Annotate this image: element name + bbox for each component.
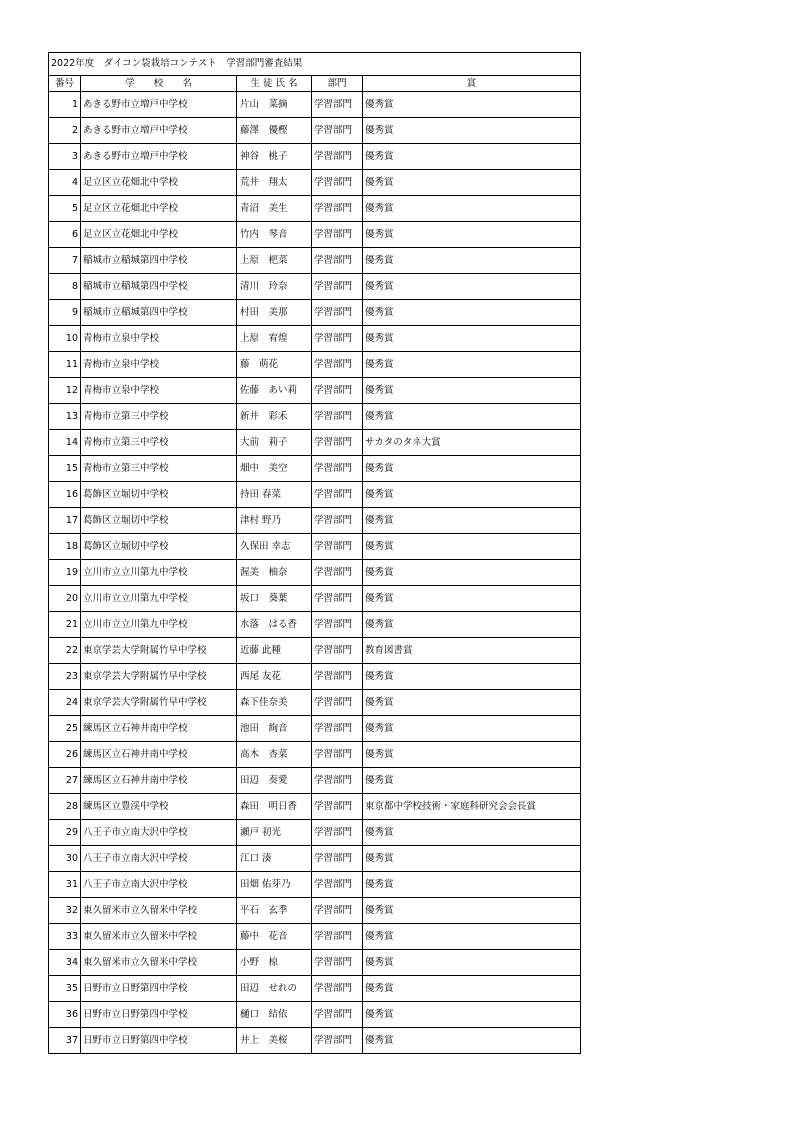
table-row <box>49 222 581 248</box>
award-name: 優秀賞 <box>363 950 581 976</box>
department: 学習部門 <box>312 274 363 300</box>
award-name: 優秀賞 <box>363 898 581 924</box>
table-row <box>49 846 581 872</box>
row-number: 4 <box>49 170 81 196</box>
student-name: 田辺 せれの <box>237 976 312 1002</box>
student-name: 水落 はる香 <box>237 612 312 638</box>
award-name: 優秀賞 <box>363 378 581 404</box>
row-number: 19 <box>49 560 81 586</box>
award-name: 優秀賞 <box>363 976 581 1002</box>
student-name: 神谷 桃子 <box>237 144 312 170</box>
table-row <box>49 326 581 352</box>
department: 学習部門 <box>312 768 363 794</box>
student-name: 村田 美那 <box>237 300 312 326</box>
department: 学習部門 <box>312 482 363 508</box>
award-name: サカタのタネ大賞 <box>363 430 581 456</box>
table-row <box>49 872 581 898</box>
department: 学習部門 <box>312 508 363 534</box>
row-number: 9 <box>49 300 81 326</box>
student-name: 田辺 奏愛 <box>237 768 312 794</box>
table-row <box>49 664 581 690</box>
table-row <box>49 170 581 196</box>
row-number: 18 <box>49 534 81 560</box>
award-name: 優秀賞 <box>363 924 581 950</box>
award-name: 優秀賞 <box>363 508 581 534</box>
row-number: 28 <box>49 794 81 820</box>
table-row <box>49 612 581 638</box>
school-name: 足立区立花畑北中学校 <box>81 170 237 196</box>
school-name: 日野市立日野第四中学校 <box>81 1002 237 1028</box>
student-name: 竹内 琴音 <box>237 222 312 248</box>
school-name: 東久留米市立久留米中学校 <box>81 924 237 950</box>
row-number: 11 <box>49 352 81 378</box>
student-name: 荒井 翔太 <box>237 170 312 196</box>
row-number: 21 <box>49 612 81 638</box>
table-row <box>49 1028 581 1054</box>
table-row <box>49 274 581 300</box>
school-name: あきる野市立増戸中学校 <box>81 118 237 144</box>
school-name: 立川市立立川第九中学校 <box>81 586 237 612</box>
award-name: 優秀賞 <box>363 352 581 378</box>
student-name: 森田 明日香 <box>237 794 312 820</box>
school-name: 青梅市立泉中学校 <box>81 326 237 352</box>
department: 学習部門 <box>312 872 363 898</box>
row-number: 2 <box>49 118 81 144</box>
department: 学習部門 <box>312 976 363 1002</box>
award-name: 優秀賞 <box>363 742 581 768</box>
table-row <box>49 118 581 144</box>
row-number: 16 <box>49 482 81 508</box>
school-name: 東京学芸大学附属竹早中学校 <box>81 664 237 690</box>
table-row <box>49 794 581 820</box>
award-name: 優秀賞 <box>363 1028 581 1054</box>
student-name: 畑中 美空 <box>237 456 312 482</box>
school-name: 稲城市立稲城第四中学校 <box>81 274 237 300</box>
student-name: 大前 莉子 <box>237 430 312 456</box>
award-name: 優秀賞 <box>363 456 581 482</box>
student-name: 藤中 花音 <box>237 924 312 950</box>
row-number: 26 <box>49 742 81 768</box>
table-row <box>49 378 581 404</box>
award-name: 優秀賞 <box>363 404 581 430</box>
department: 学習部門 <box>312 742 363 768</box>
school-name: 青梅市立泉中学校 <box>81 352 237 378</box>
department: 学習部門 <box>312 898 363 924</box>
school-name: 葛飾区立堀切中学校 <box>81 482 237 508</box>
award-name: 優秀賞 <box>363 248 581 274</box>
school-name: 東久留米市立久留米中学校 <box>81 950 237 976</box>
row-number: 14 <box>49 430 81 456</box>
row-number: 33 <box>49 924 81 950</box>
school-name: 東久留米市立久留米中学校 <box>81 898 237 924</box>
department: 学習部門 <box>312 560 363 586</box>
school-name: あきる野市立増戸中学校 <box>81 92 237 118</box>
school-name: 葛飾区立堀切中学校 <box>81 534 237 560</box>
student-name: 持田 春菜 <box>237 482 312 508</box>
row-number: 15 <box>49 456 81 482</box>
student-name: 新井 彩禾 <box>237 404 312 430</box>
award-name: 優秀賞 <box>363 768 581 794</box>
department: 学習部門 <box>312 924 363 950</box>
award-name: 優秀賞 <box>363 534 581 560</box>
department: 学習部門 <box>312 586 363 612</box>
award-name: 優秀賞 <box>363 326 581 352</box>
school-name: 八王子市立南大沢中学校 <box>81 846 237 872</box>
table-row <box>49 820 581 846</box>
department: 学習部門 <box>312 638 363 664</box>
student-name: 佐藤 あい莉 <box>237 378 312 404</box>
award-name: 教育図書賞 <box>363 638 581 664</box>
department: 学習部門 <box>312 950 363 976</box>
row-number: 36 <box>49 1002 81 1028</box>
results-table-body <box>49 53 581 1054</box>
student-name: 上原 宥煌 <box>237 326 312 352</box>
row-number: 20 <box>49 586 81 612</box>
school-name: 足立区立花畑北中学校 <box>81 196 237 222</box>
table-row <box>49 976 581 1002</box>
row-number: 24 <box>49 690 81 716</box>
school-name: 八王子市立南大沢中学校 <box>81 820 237 846</box>
department: 学習部門 <box>312 794 363 820</box>
row-number: 12 <box>49 378 81 404</box>
school-name: 青梅市立第三中学校 <box>81 456 237 482</box>
row-number: 22 <box>49 638 81 664</box>
results-table <box>48 52 581 1054</box>
student-name: 渥美 柚奈 <box>237 560 312 586</box>
department: 学習部門 <box>312 664 363 690</box>
student-name: 森下佳奈美 <box>237 690 312 716</box>
table-row <box>49 950 581 976</box>
school-name: 足立区立花畑北中学校 <box>81 222 237 248</box>
row-number: 13 <box>49 404 81 430</box>
department: 学習部門 <box>312 690 363 716</box>
table-row <box>49 924 581 950</box>
table-row <box>49 768 581 794</box>
table-row <box>49 716 581 742</box>
student-name: 平石 玄季 <box>237 898 312 924</box>
award-name: 優秀賞 <box>363 586 581 612</box>
department: 学習部門 <box>312 846 363 872</box>
table-row <box>49 742 581 768</box>
school-name: 練馬区立豊渓中学校 <box>81 794 237 820</box>
header-student: 生 徒 氏 名 <box>237 76 312 92</box>
table-row <box>49 144 581 170</box>
school-name: 青梅市立第三中学校 <box>81 430 237 456</box>
department: 学習部門 <box>312 716 363 742</box>
results-sheet <box>48 52 580 1054</box>
row-number: 1 <box>49 92 81 118</box>
department: 学習部門 <box>312 1028 363 1054</box>
award-name: 優秀賞 <box>363 170 581 196</box>
award-name: 優秀賞 <box>363 300 581 326</box>
row-number: 25 <box>49 716 81 742</box>
row-number: 27 <box>49 768 81 794</box>
student-name: 小野 椋 <box>237 950 312 976</box>
school-name: 東京学芸大学附属竹早中学校 <box>81 638 237 664</box>
header-department: 部門 <box>312 76 363 92</box>
department: 学習部門 <box>312 222 363 248</box>
award-name: 東京都中学校技術・家庭科研究会会長賞 <box>363 794 581 820</box>
row-number: 7 <box>49 248 81 274</box>
department: 学習部門 <box>312 248 363 274</box>
table-row <box>49 586 581 612</box>
table-row <box>49 352 581 378</box>
department: 学習部門 <box>312 404 363 430</box>
department: 学習部門 <box>312 118 363 144</box>
student-name: 片山 菜摘 <box>237 92 312 118</box>
student-name: 近藤 此種 <box>237 638 312 664</box>
school-name: 立川市立立川第九中学校 <box>81 560 237 586</box>
title-row <box>49 53 581 76</box>
department: 学習部門 <box>312 534 363 560</box>
award-name: 優秀賞 <box>363 872 581 898</box>
school-name: 青梅市立泉中学校 <box>81 378 237 404</box>
row-number: 6 <box>49 222 81 248</box>
row-number: 31 <box>49 872 81 898</box>
department: 学習部門 <box>312 352 363 378</box>
school-name: 練馬区立石神井南中学校 <box>81 742 237 768</box>
student-name: 上原 杷菜 <box>237 248 312 274</box>
award-name: 優秀賞 <box>363 144 581 170</box>
school-name: 練馬区立石神井南中学校 <box>81 768 237 794</box>
school-name: 八王子市立南大沢中学校 <box>81 872 237 898</box>
department: 学習部門 <box>312 378 363 404</box>
header-row <box>49 76 581 92</box>
department: 学習部門 <box>312 326 363 352</box>
school-name: あきる野市立増戸中学校 <box>81 144 237 170</box>
table-row <box>49 1002 581 1028</box>
header-school: 学 校 名 <box>81 76 237 92</box>
school-name: 稲城市立稲城第四中学校 <box>81 300 237 326</box>
student-name: 井上 美桜 <box>237 1028 312 1054</box>
award-name: 優秀賞 <box>363 482 581 508</box>
table-row <box>49 690 581 716</box>
award-name: 優秀賞 <box>363 196 581 222</box>
row-number: 35 <box>49 976 81 1002</box>
award-name: 優秀賞 <box>363 846 581 872</box>
department: 学習部門 <box>312 1002 363 1028</box>
table-row <box>49 300 581 326</box>
department: 学習部門 <box>312 144 363 170</box>
student-name: 江口 湊 <box>237 846 312 872</box>
header-number: 番号 <box>49 76 81 92</box>
row-number: 34 <box>49 950 81 976</box>
row-number: 8 <box>49 274 81 300</box>
student-name: 西尾 友花 <box>237 664 312 690</box>
department: 学習部門 <box>312 820 363 846</box>
row-number: 23 <box>49 664 81 690</box>
header-award: 賞 <box>363 76 581 92</box>
row-number: 3 <box>49 144 81 170</box>
table-row <box>49 196 581 222</box>
award-name: 優秀賞 <box>363 222 581 248</box>
school-name: 立川市立立川第九中学校 <box>81 612 237 638</box>
school-name: 稲城市立稲城第四中学校 <box>81 248 237 274</box>
department: 学習部門 <box>312 170 363 196</box>
row-number: 17 <box>49 508 81 534</box>
student-name: 坂口 葵葉 <box>237 586 312 612</box>
document-title: 2022年度 ダイコン袋栽培コンテスト 学習部門審査結果 <box>49 53 581 76</box>
student-name: 樋口 結依 <box>237 1002 312 1028</box>
student-name: 青沼 美生 <box>237 196 312 222</box>
student-name: 藤 萌花 <box>237 352 312 378</box>
student-name: 藤澤 優樫 <box>237 118 312 144</box>
school-name: 練馬区立石神井南中学校 <box>81 716 237 742</box>
row-number: 10 <box>49 326 81 352</box>
table-row <box>49 482 581 508</box>
school-name: 葛飾区立堀切中学校 <box>81 508 237 534</box>
student-name: 津村 野乃 <box>237 508 312 534</box>
student-name: 久保田 幸志 <box>237 534 312 560</box>
row-number: 5 <box>49 196 81 222</box>
table-row <box>49 898 581 924</box>
award-name: 優秀賞 <box>363 118 581 144</box>
award-name: 優秀賞 <box>363 612 581 638</box>
department: 学習部門 <box>312 92 363 118</box>
award-name: 優秀賞 <box>363 274 581 300</box>
department: 学習部門 <box>312 300 363 326</box>
award-name: 優秀賞 <box>363 560 581 586</box>
award-name: 優秀賞 <box>363 716 581 742</box>
table-row <box>49 638 581 664</box>
table-row <box>49 534 581 560</box>
department: 学習部門 <box>312 196 363 222</box>
table-row <box>49 456 581 482</box>
school-name: 日野市立日野第四中学校 <box>81 1028 237 1054</box>
award-name: 優秀賞 <box>363 1002 581 1028</box>
row-number: 30 <box>49 846 81 872</box>
row-number: 29 <box>49 820 81 846</box>
award-name: 優秀賞 <box>363 690 581 716</box>
row-number: 32 <box>49 898 81 924</box>
department: 学習部門 <box>312 430 363 456</box>
row-number: 37 <box>49 1028 81 1054</box>
school-name: 日野市立日野第四中学校 <box>81 976 237 1002</box>
department: 学習部門 <box>312 612 363 638</box>
school-name: 青梅市立第三中学校 <box>81 404 237 430</box>
student-name: 清川 玲奈 <box>237 274 312 300</box>
table-row <box>49 560 581 586</box>
award-name: 優秀賞 <box>363 664 581 690</box>
table-row <box>49 508 581 534</box>
student-name: 高木 杏菜 <box>237 742 312 768</box>
table-row <box>49 404 581 430</box>
student-name: 瀬戸 初光 <box>237 820 312 846</box>
table-row <box>49 430 581 456</box>
award-name: 優秀賞 <box>363 820 581 846</box>
school-name: 東京学芸大学附属竹早中学校 <box>81 690 237 716</box>
department: 学習部門 <box>312 456 363 482</box>
student-name: 田畑 佑芽乃 <box>237 872 312 898</box>
student-name: 池田 絢音 <box>237 716 312 742</box>
table-row <box>49 248 581 274</box>
table-row <box>49 92 581 118</box>
award-name: 優秀賞 <box>363 92 581 118</box>
